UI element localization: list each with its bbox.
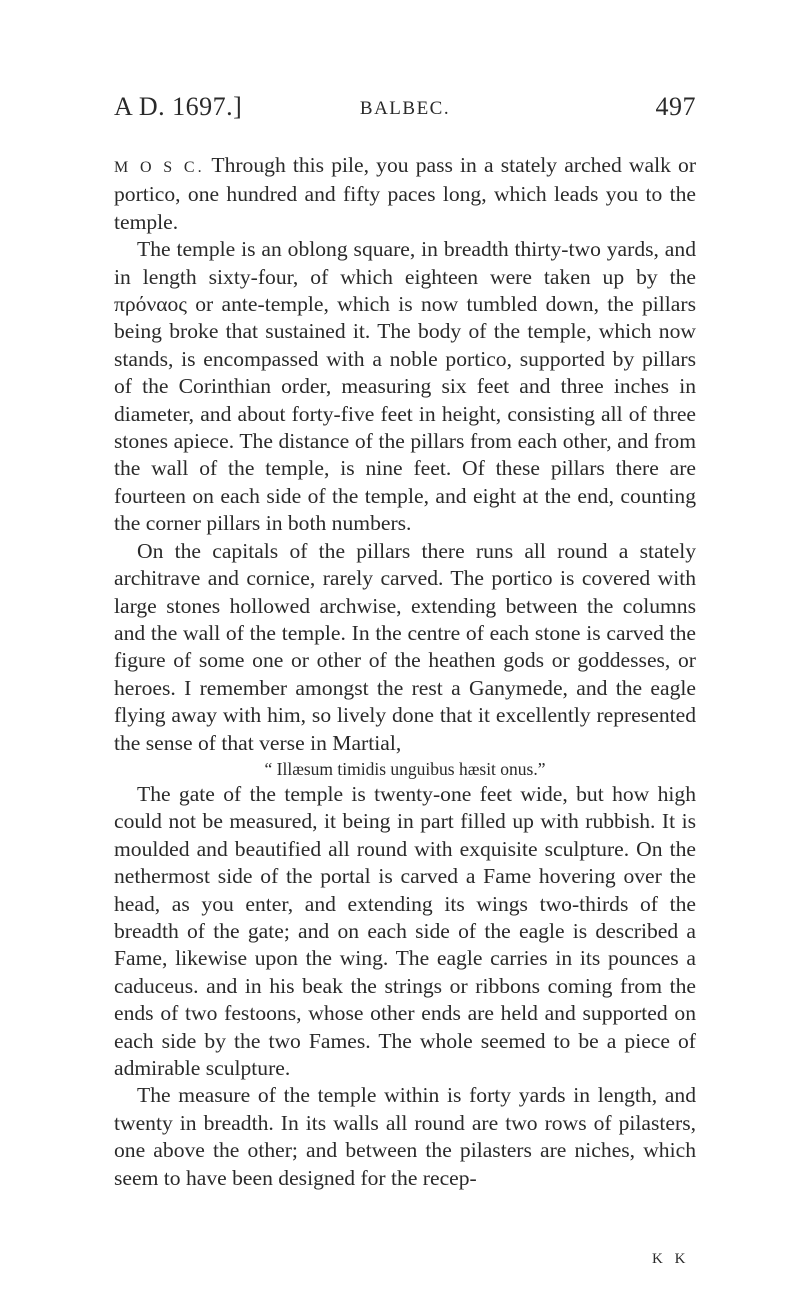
body-text — [114, 152, 696, 1192]
paragraph: The temple is an oblong square, in breadth thirty-two yards, and in length sixty-four, of which eighteen were taken up by the πρόναος or ante-temple, which is now tumbled down, the pillars being broke that sustained it. The body of the temple, which now stands, is encompassed with a noble portico, supported by pillars of the Corinthian order, measuring six feet and three inches in diameter, and about forty-five feet in height, consisting all of three stones apiece. The distance of the pillars from each other, and from the wall of the temple, is nine feet. Of these pillars there are fourteen on each side of the temple, and eight at the end, counting the corner pillars in both numbers. — [114, 237, 696, 536]
page-number: 497 — [655, 92, 696, 121]
block-quote: “ Illæsum timidis unguibus hæsit onus.” — [264, 758, 546, 779]
paragraph — [114, 152, 696, 236]
header-date: A D. 1697.] — [114, 92, 243, 121]
lead-in: M O S C. — [114, 159, 205, 176]
signature-mark: K K — [652, 1251, 690, 1267]
running-header — [114, 92, 696, 132]
paragraph: The gate of the temple is twenty-one feet wide, but how high could not be measured, it being in part filled up with rubbish. It is moulded and beautified all round with exquisite sculpture. On the nethermost side of the portal is carved a Fame hovering over the head, as you enter, and extending its wings two-thirds of the breadth of the gate; and on each side of the eagle is described a Fame, likewise upon the wing. The eagle carries in its pounces a caduceus. and in his beak the strings or ribbons coming from the ends of two festoons, whose other ends are held and supported on each side by the two Fames. The whole seemed to be a piece of admirable sculpture. — [114, 781, 696, 1080]
header-title: BALBEC. — [359, 98, 451, 119]
paragraph: On the capitals of the pillars there runs all round a stately architrave and cornice, rarely carved. The portico is covered with large stones hollowed archwise, extending between the columns and the wall of the temple. In the centre of each stone is carved the figure of some one or other of the heathen gods or goddesses, or heroes. I remember amongst the rest a Ganymede, and the eagle flying away with him, so lively done that it excellently represented the sense of that verse in Martial, — [114, 538, 696, 755]
paragraph-text: Through this pile, you pass in a stately arched walk or portico, one hundred and fifty paces long, which leads you to the temple. — [114, 153, 697, 234]
paragraph: The measure of the temple within is forty yards in length, and twenty in breadth. In its walls all round are two rows of pilasters, one above the other; and between the pilasters are niches, which seem to have been designed for the recep- — [114, 1083, 696, 1190]
